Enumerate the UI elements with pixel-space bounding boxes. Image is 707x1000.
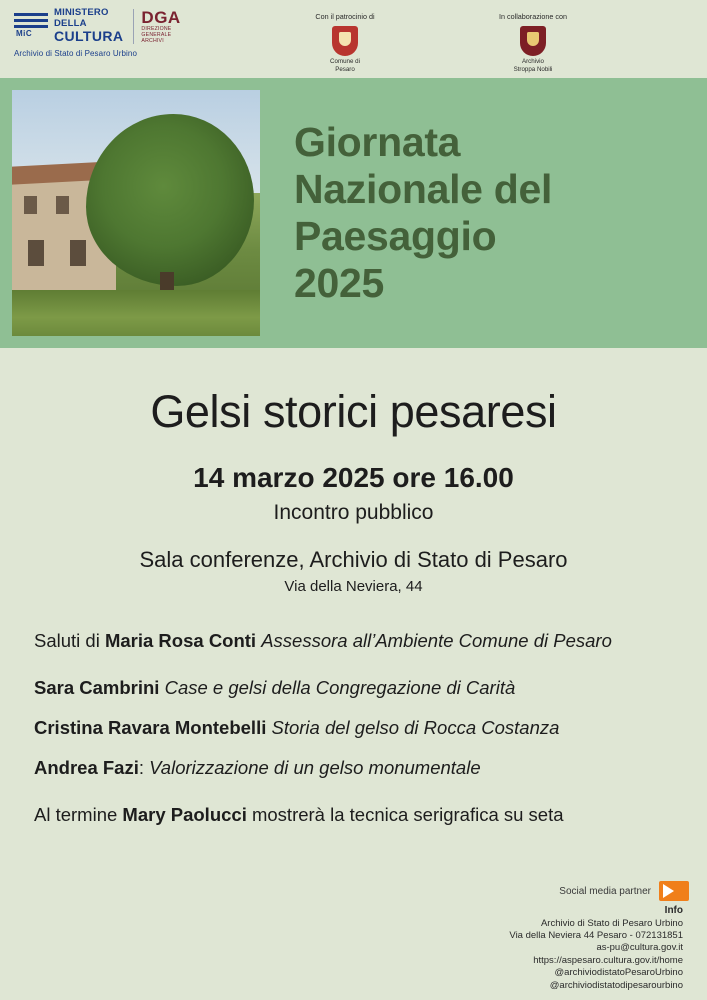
- poster-footer: [0, 881, 707, 1000]
- program-talk-title: Valorizzazione di un gelso monumentale: [149, 757, 481, 778]
- ministry-logo-block: [14, 8, 244, 58]
- hero-title-line2: Nazionale del: [294, 166, 553, 212]
- ministry-name-line2: DELLA: [54, 17, 87, 29]
- info-email[interactable]: as-pu@cultura.gov.it: [596, 942, 683, 954]
- info-facebook[interactable]: @archiviodistatoPesaroUrbino: [554, 967, 683, 979]
- ministry-name-line3: CULTURA: [54, 28, 124, 44]
- dga-line3: ARCHIVI: [141, 37, 164, 44]
- hero-title-line4: 2025: [294, 260, 385, 306]
- ministry-name: [54, 8, 123, 44]
- program-talk-title: Case e gelsi della Congregazione di Carità: [164, 677, 516, 698]
- event-address: Via della Neviera, 44: [284, 578, 423, 595]
- poster-header: [0, 0, 707, 78]
- patronage-block: [290, 12, 400, 73]
- program-separator: :: [138, 757, 150, 778]
- collaboration-label: In collaborazione con: [499, 12, 567, 21]
- program-speaker: Andrea Fazi: [34, 757, 139, 778]
- mic-logo-icon: [14, 11, 48, 41]
- closing-prefix: Al termine: [34, 804, 123, 825]
- program-prefix: Saluti di: [34, 630, 105, 651]
- program-speaker: Sara Cambrini: [34, 677, 160, 698]
- photo-mulberry-tree: [86, 114, 254, 286]
- info-website[interactable]: https://aspesaro.cultura.gov.it/home: [533, 954, 683, 966]
- poster-main: [0, 386, 707, 827]
- patronage-name-line2: Pesaro: [335, 65, 355, 73]
- vf-logo-icon: [659, 881, 689, 901]
- ministry-logo-row: [14, 8, 181, 44]
- info-instagram[interactable]: @archiviodistatodipesarourbino: [549, 979, 683, 991]
- dga-line2: GENERALE: [141, 31, 172, 38]
- photo-grass: [12, 290, 260, 336]
- dga-acronym: DGA: [141, 7, 181, 27]
- comune-pesaro-crest-icon: [332, 26, 358, 56]
- event-subtitle: Incontro pubblico: [273, 501, 434, 524]
- collaboration-name-line1: Archivio: [521, 58, 544, 65]
- hero-title-line1: Giornata: [294, 119, 461, 165]
- dga-line1: DIREZIONE: [141, 25, 172, 32]
- info-line: Archivio di Stato di Pesaro Urbino: [540, 917, 683, 929]
- event-venue: Sala conferenze, Archivio di Stato di Pesaro: [139, 547, 568, 572]
- info-block: [18, 905, 689, 992]
- archive-subtitle: Archivio di Stato di Pesaro Urbino: [14, 49, 138, 58]
- ministry-name-line1: MINISTERO: [54, 7, 109, 18]
- archivio-stroppa-nobili-crest-icon: [520, 26, 546, 56]
- patronage-name-line1: Comune di: [330, 58, 360, 65]
- landscape-photo: [12, 90, 260, 336]
- collaboration-name-line2: Stroppa Nobili: [513, 65, 553, 73]
- info-line: Via della Neviera 44 Pesaro - 072131851: [509, 929, 683, 941]
- closing-speaker: Mary Paolucci: [122, 804, 247, 825]
- program-item: [34, 676, 679, 700]
- program-talk-title: Assessora all’Ambiente Comune di Pesaro: [261, 630, 612, 651]
- program-talk-title: Storia del gelso di Rocca Costanza: [271, 717, 560, 738]
- collaboration-block: [478, 12, 588, 73]
- social-partner-row: [18, 881, 689, 901]
- partners-group: [290, 8, 588, 73]
- patronage-label: Con il patrocinio di: [315, 12, 375, 21]
- event-title: Gelsi storici pesaresi: [150, 386, 557, 437]
- dga-logo: [133, 9, 180, 44]
- closing-suffix: mostrerà la tecnica serigrafica su seta: [246, 804, 564, 825]
- program-speaker: Cristina Ravara Montebelli: [34, 717, 267, 738]
- program-item: [34, 716, 679, 740]
- program-item: [34, 629, 679, 653]
- event-date: 14 marzo 2025 ore 16.00: [193, 462, 514, 493]
- program-list: [28, 629, 679, 827]
- program-item: [34, 756, 679, 780]
- social-partner-label: Social media partner: [559, 885, 651, 897]
- hero-banner: [0, 78, 707, 348]
- hero-title-line3: Paesaggio: [294, 213, 497, 259]
- closing-note: [34, 803, 679, 827]
- program-speaker: Maria Rosa Conti: [104, 630, 257, 651]
- hero-title: [294, 119, 552, 307]
- info-heading: Info: [664, 905, 683, 917]
- mic-logo-text: MiC: [16, 29, 33, 38]
